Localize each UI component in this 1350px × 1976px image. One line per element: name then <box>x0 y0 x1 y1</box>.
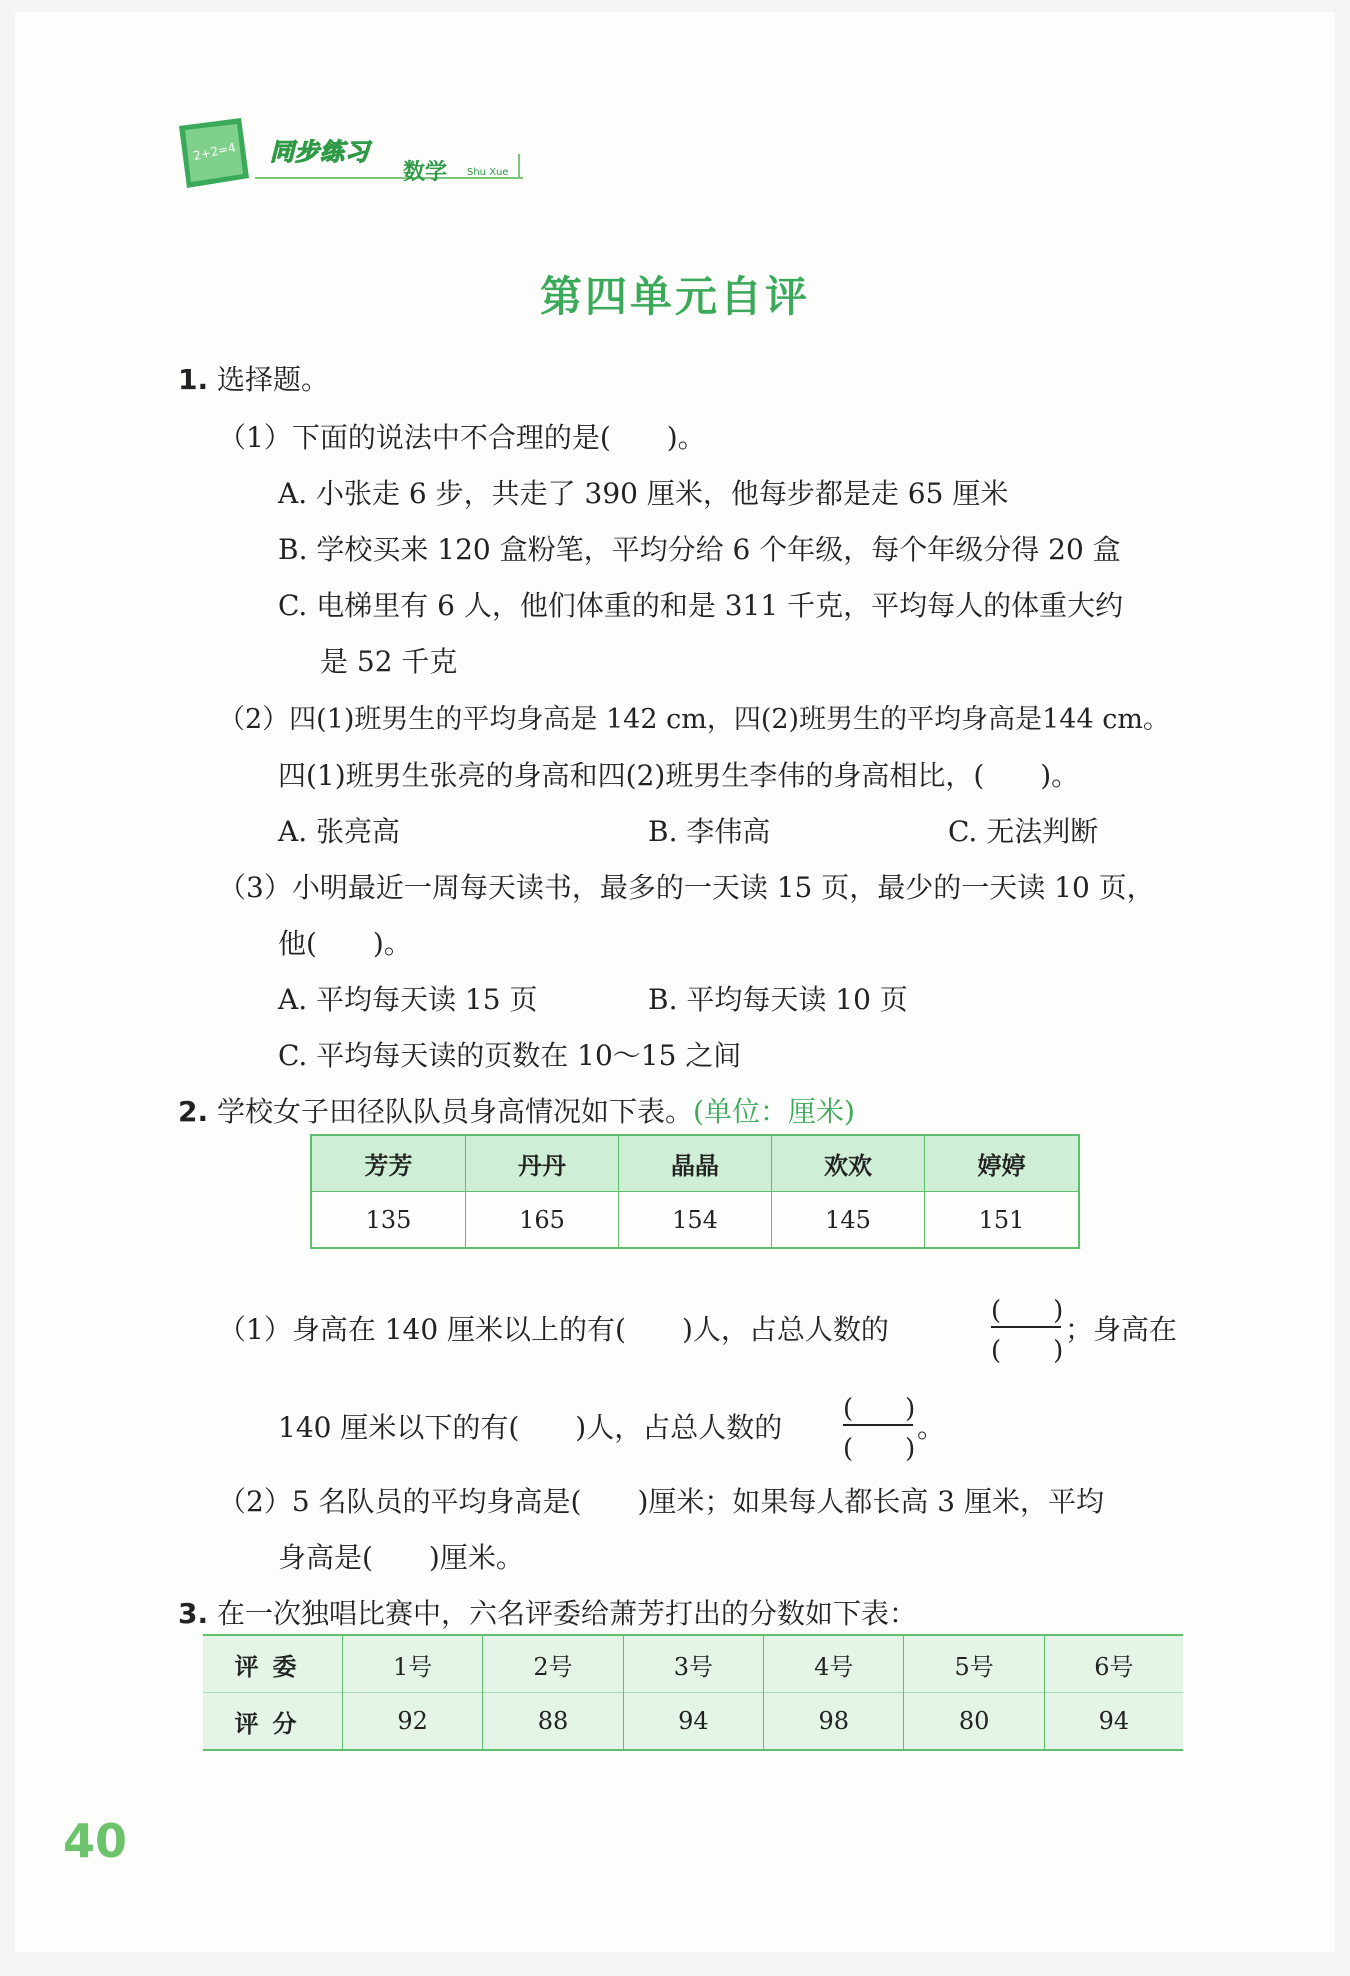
header-series-title: 同步练习 <box>270 138 370 166</box>
height-table-header-row <box>311 1135 1079 1192</box>
q3-label: 在一次独唱比赛中，六名评委给萧芳打出的分数如下表： <box>217 1597 918 1630</box>
q2-s2-line2: 身高是( )厘米。 <box>278 1541 524 1574</box>
q3-heading <box>178 1596 917 1632</box>
q1-s2-option-a: A. 张亮高 <box>278 815 401 848</box>
height-table-value: 154 <box>619 1192 772 1249</box>
height-table-name: 晶晶 <box>619 1135 772 1192</box>
q1-label: 选择题。 <box>217 363 330 396</box>
fraction-numerator: ( ) <box>843 1394 916 1424</box>
q2-s2-line1: （2）5 名队员的平均身高是( )厘米；如果每人都长高 3 厘米，平均 <box>218 1485 1104 1518</box>
height-table-value: 135 <box>311 1192 466 1249</box>
score-table-score-row <box>203 1693 1183 1751</box>
score-table-judge: 5号 <box>904 1635 1044 1693</box>
height-table <box>310 1134 1080 1249</box>
fraction-numerator: ( ) <box>991 1296 1064 1326</box>
q1-s1-option-c-line2: 是 52 千克 <box>320 645 458 678</box>
score-table-judge: 1号 <box>343 1635 483 1693</box>
badge-text: 2+2=4 <box>191 140 237 164</box>
header-pinyin: Shu Xue <box>467 167 509 178</box>
height-table-name: 丹丹 <box>466 1135 619 1192</box>
q2-s1-fraction-2 <box>843 1388 916 1464</box>
height-table-value: 165 <box>466 1192 619 1249</box>
score-table-score: 88 <box>483 1693 623 1751</box>
q1-s2-option-b: B. 李伟高 <box>648 815 771 848</box>
q2-s1-line2-tail: 。 <box>917 1411 946 1444</box>
q1-number: 1. <box>178 363 209 396</box>
height-table-value-row <box>311 1192 1079 1249</box>
score-table-score: 94 <box>623 1693 763 1751</box>
q1-s1-option-a: A. 小张走 6 步，共走了 390 厘米，他每步都是走 65 厘米 <box>278 477 1009 510</box>
page-title: 第四单元自评 <box>539 272 810 321</box>
blackboard-badge-icon <box>175 116 255 194</box>
q1-s2-stem-line2: 四(1)班男生张亮的身高和四(2)班男生李伟的身高相比，( )。 <box>278 759 1080 792</box>
q1-s3-option-c: C. 平均每天读的页数在 10～15 之间 <box>278 1039 742 1072</box>
fraction-bar <box>843 1424 913 1426</box>
score-table-row-label: 评分 <box>203 1693 343 1751</box>
fraction-denominator: ( ) <box>991 1336 1064 1366</box>
q1-s3-stem-line1: （3）小明最近一周每天读书，最多的一天读 15 页，最少的一天读 10 页， <box>218 871 1155 904</box>
q1-s1-option-c-line1: C. 电梯里有 6 人，他们体重的和是 311 千克，平均每人的体重大约 <box>278 589 1124 622</box>
q2-label: 学校女子田径队队员身高情况如下表。 <box>217 1095 694 1128</box>
fraction-bar <box>991 1326 1061 1328</box>
score-table-judge: 3号 <box>623 1635 763 1693</box>
q1-s2-option-c: C. 无法判断 <box>948 815 1099 848</box>
q1-s3-stem-line2: 他( )。 <box>278 927 412 960</box>
score-table-judge: 6号 <box>1044 1635 1183 1693</box>
q1-s3-option-b: B. 平均每天读 10 页 <box>648 983 908 1016</box>
q2-s1-line1-text: （1）身高在 140 厘米以上的有( )人，占总人数的 <box>218 1313 889 1346</box>
q1-s2-stem-line1: （2）四(1)班男生的平均身高是 142 cm，四(2)班男生的平均身高是144 cm。 <box>218 704 1170 735</box>
score-table-row-label: 评委 <box>203 1635 343 1693</box>
q1-s1-stem: （1）下面的说法中不合理的是( )。 <box>218 421 706 454</box>
height-table-value: 151 <box>925 1192 1080 1249</box>
q2-s1-line2-text: 140 厘米以下的有( )人，占总人数的 <box>278 1411 783 1444</box>
q2-number: 2. <box>178 1095 209 1128</box>
fraction-denominator: ( ) <box>843 1434 916 1464</box>
q2-s1-fraction-1 <box>991 1290 1064 1366</box>
score-table-judge: 2号 <box>483 1635 623 1693</box>
q3-number: 3. <box>178 1597 209 1630</box>
height-table-value: 145 <box>772 1192 925 1249</box>
height-table-name: 欢欢 <box>772 1135 925 1192</box>
page-number: 40 <box>63 1814 128 1868</box>
header-underline-cap <box>518 154 520 179</box>
score-table-judge: 4号 <box>764 1635 904 1693</box>
height-table-name: 婷婷 <box>925 1135 1080 1192</box>
score-table <box>203 1634 1183 1751</box>
score-table-score: 98 <box>764 1693 904 1751</box>
score-table-score: 94 <box>1044 1693 1183 1751</box>
q1-heading <box>178 362 329 398</box>
score-table-score: 92 <box>343 1693 483 1751</box>
q1-s3-option-a: A. 平均每天读 15 页 <box>278 983 538 1016</box>
q2-heading <box>178 1094 855 1130</box>
page <box>15 12 1335 1952</box>
q1-s1-option-b: B. 学校买来 120 盒粉笔，平均分给 6 个年级，每个年级分得 20 盒 <box>278 533 1121 566</box>
q2-unit: (单位：厘米) <box>693 1095 855 1128</box>
score-table-score: 80 <box>904 1693 1044 1751</box>
height-table-name: 芳芳 <box>311 1135 466 1192</box>
q2-s1-line1-tail: ；身高在 <box>1065 1313 1178 1346</box>
score-table-judge-row <box>203 1635 1183 1693</box>
header-subject: 数学 <box>403 160 448 185</box>
